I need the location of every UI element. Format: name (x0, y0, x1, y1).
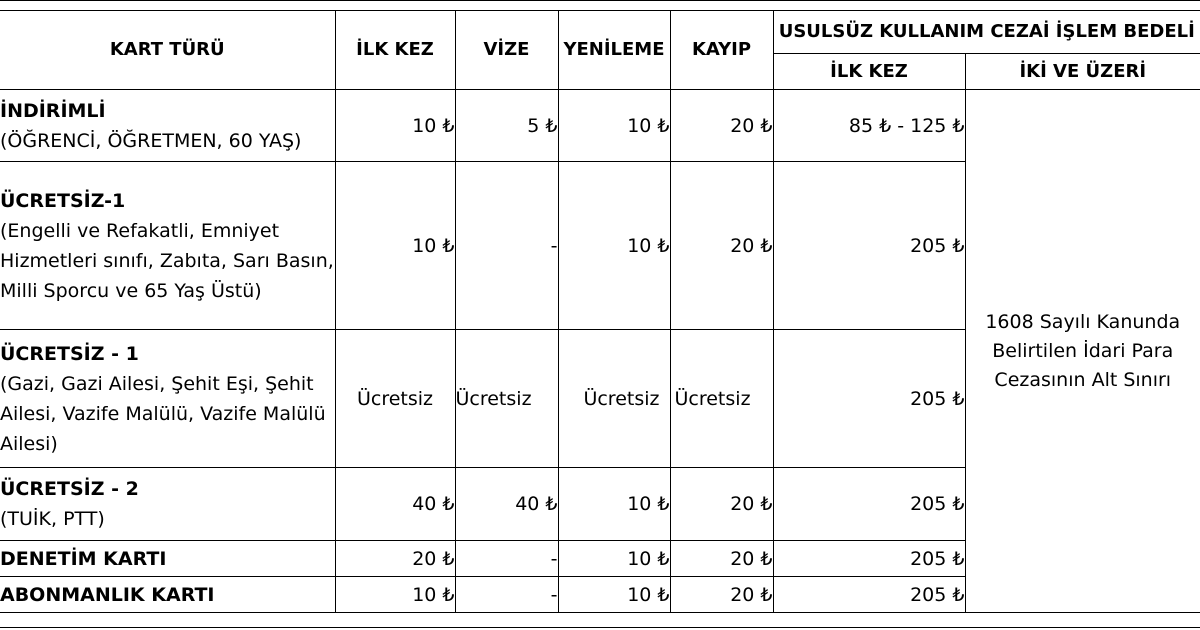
card-type-title: ÜCRETSİZ - 1 (0, 342, 139, 365)
header-kart-turu: KART TÜRÜ (0, 11, 335, 90)
yenileme-value: Ücretsiz (558, 330, 670, 468)
card-type-title: ABONMANLIK KARTI (0, 583, 215, 606)
card-type-cell (0, 90, 335, 162)
card-type-description: (Gazi, Gazi Ailesi, Şehit Eşi, Şehit Ailesi, Vazife Malülü, Vazife Malülü Ailesi) (0, 372, 326, 455)
kayip-value: 20 ₺ (670, 541, 773, 577)
vize-value: - (455, 162, 558, 330)
card-type-cell (0, 330, 335, 468)
card-type-description: (Engelli ve Refakatli, Emniyet Hizmetleri sınıfı, Zabıta, Sarı Basın, Milli Sporcu ve 65 Yaş Üstü) (0, 219, 334, 302)
penalty-first-value: 85 ₺ - 125 ₺ (773, 90, 965, 162)
header-penalty-repeat: İKİ VE ÜZERİ (965, 54, 1200, 90)
header-kayip: KAYIP (670, 11, 773, 90)
ilk-kez-value: 20 ₺ (335, 541, 455, 577)
yenileme-value: 10 ₺ (558, 90, 670, 162)
penalty-first-value: 205 ₺ (773, 162, 965, 330)
card-fee-table (0, 10, 1200, 613)
header-penalty-first: İLK KEZ (773, 54, 965, 90)
card-type-description: (TUİK, PTT) (0, 508, 105, 530)
penalty-first-value: 205 ₺ (773, 468, 965, 541)
penalty-first-value: 205 ₺ (773, 541, 965, 577)
kayip-value: Ücretsiz (670, 330, 773, 468)
yenileme-value: 10 ₺ (558, 468, 670, 541)
vize-value: 40 ₺ (455, 468, 558, 541)
kayip-value: 20 ₺ (670, 577, 773, 613)
yenileme-value: 10 ₺ (558, 541, 670, 577)
penalty-repeat-note: 1608 Sayılı Kanunda Belirtilen İdari Para Cezasının Alt Sınırı (965, 90, 1200, 613)
ilk-kez-value: 40 ₺ (335, 468, 455, 541)
vize-value: 5 ₺ (455, 90, 558, 162)
penalty-first-value: 205 ₺ (773, 577, 965, 613)
card-type-cell (0, 541, 335, 577)
vize-value: Ücretsiz (455, 330, 558, 468)
card-type-title: ÜCRETSİZ-1 (0, 189, 126, 212)
card-type-title: ÜCRETSİZ - 2 (0, 478, 139, 500)
card-type-cell (0, 577, 335, 613)
ilk-kez-value: 10 ₺ (335, 162, 455, 330)
kayip-value: 20 ₺ (670, 468, 773, 541)
kayip-value: 20 ₺ (670, 162, 773, 330)
header-ilk-kez: İLK KEZ (335, 11, 455, 90)
ilk-kez-value: 10 ₺ (335, 90, 455, 162)
ilk-kez-value: Ücretsiz (335, 330, 455, 468)
header-vize: VİZE (455, 11, 558, 90)
top-border (0, 0, 1200, 1)
card-type-title: İNDİRİMLİ (0, 99, 106, 122)
yenileme-value: 10 ₺ (558, 162, 670, 330)
header-row (0, 11, 1200, 54)
kayip-value: 20 ₺ (670, 90, 773, 162)
bottom-border (0, 627, 1200, 628)
header-penalty: USULSÜZ KULLANIM CEZAİ İŞLEM BEDELİ (773, 11, 1200, 54)
penalty-first-value: 205 ₺ (773, 330, 965, 468)
header-yenileme: YENİLEME (558, 11, 670, 90)
card-type-cell (0, 468, 335, 541)
card-type-description: (ÖĞRENCİ, ÖĞRETMEN, 60 YAŞ) (0, 129, 302, 152)
ilk-kez-value: 10 ₺ (335, 577, 455, 613)
card-type-cell (0, 162, 335, 330)
card-type-title: DENETİM KARTI (0, 547, 167, 570)
table-row (0, 90, 1200, 162)
yenileme-value: 10 ₺ (558, 577, 670, 613)
vize-value: - (455, 541, 558, 577)
vize-value: - (455, 577, 558, 613)
